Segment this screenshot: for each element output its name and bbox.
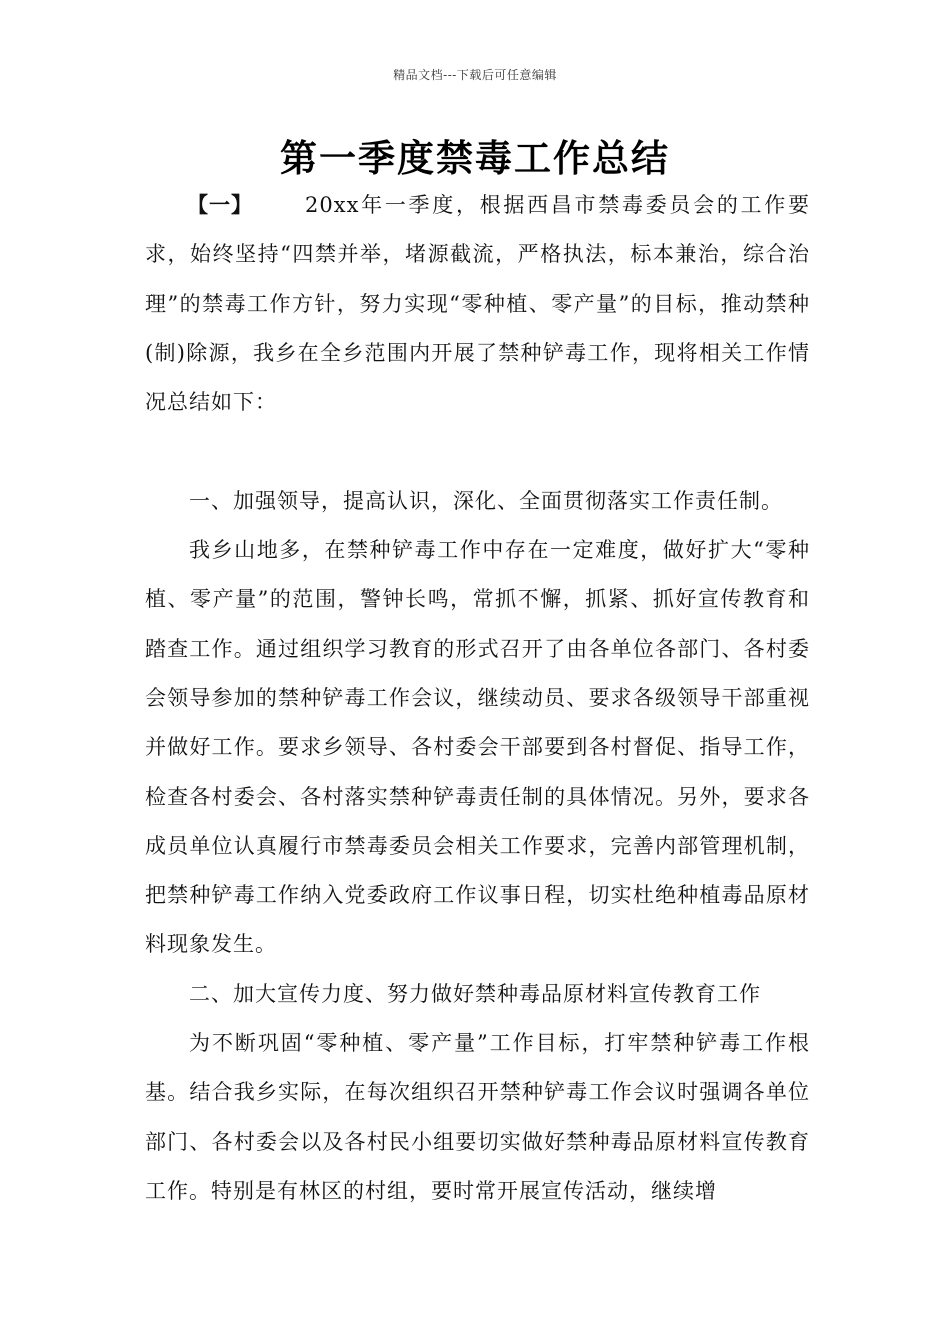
header-note: 精品文档---下载后可任意编辑 xyxy=(393,68,557,82)
section-paragraph-2: 为不断巩固“零种植、零产量”工作目标，打牢禁种铲毒工作根基。结合我乡实际，在每次组织召开禁种铲毒工作会议时强调各单位部门、各村委会以及各村民小组要切实做好禁种毒品原材料宣传教育工作。特别是有林区的村组，要时常开展宣传活动，继续增 xyxy=(145,1031,810,1203)
paragraph-gap xyxy=(145,427,810,476)
section-heading-2: 二、加大宣传力度、努力做好禁种毒品原材料宣传教育工作 xyxy=(189,981,761,1006)
section-paragraph-1: 我乡山地多，在禁种铲毒工作中存在一定难度，做好扩大“零种植、零产量”的范围，警钟长鸣，常抓不懈，抓紧、抓好宣传教育和踏查工作。通过组织学习教育的形式召开了由各单位各部门、各村委会领导参加的禁种铲毒工作会议，继续动员、要求各级领导干部重视并做好工作。要求乡领导、各村委会干部要到各村督促、指导工作，检查各村委会、各村落实禁种铲毒责任制的具体情况。另外，要求各成员单位认真履行市禁毒委员会相关工作要求，完善内部管理机制，把禁种铲毒工作纳入党委政府工作议事日程，切实杜绝种植毒品原材料现象发生。 xyxy=(145,538,810,957)
intro-text: 20xx年一季度，根据西昌市禁毒委员会的工作要求，始终坚持“四禁并举，堵源截流，严格执法，标本兼治，综合治理”的禁毒工作方针，努力实现“零种植、零产量”的目标，推动禁种(制)除源，我乡在全乡范围内开展了禁种铲毒工作，现将相关工作情况总结如下： xyxy=(145,193,810,415)
intro-paragraph xyxy=(145,180,810,427)
document-title: 第一季度禁毒工作总结 xyxy=(280,137,670,180)
document-body xyxy=(145,180,810,1216)
section-mark: 【一】 xyxy=(187,192,253,217)
section-heading-1: 一、加强领导，提高认识，深化、全面贯彻落实工作责任制。 xyxy=(189,488,783,513)
